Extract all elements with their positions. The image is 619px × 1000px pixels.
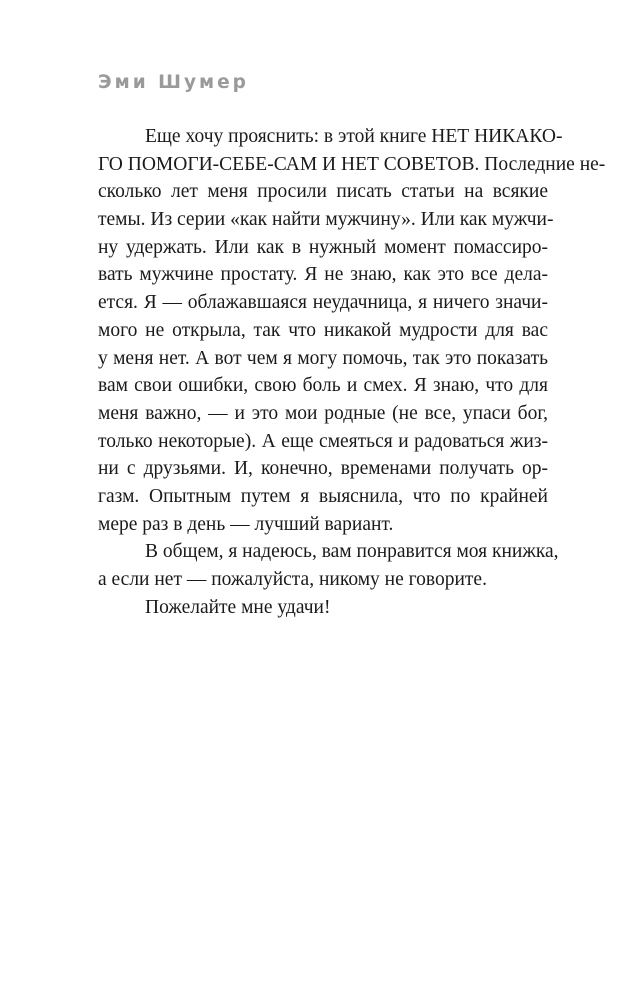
text-line: ну удержать. Или как в нужный момент помассиро- bbox=[98, 236, 548, 258]
text-line: ни с друзьями. И, конечно, временами получать ор- bbox=[98, 458, 548, 480]
text-line: а если нет — пожалуйста, никому не говорите. bbox=[98, 569, 487, 590]
text-line: газм. Опытным путем я выяснила, что по крайней bbox=[98, 485, 548, 507]
text-line: у меня нет. А вот чем я могу помочь, так это показать bbox=[98, 347, 548, 369]
text-line: ГО ПОМОГИ-СЕБЕ-САМ И НЕТ СОВЕТОВ. Последние не- bbox=[98, 153, 606, 175]
text-line: только некоторые). А еще смеяться и радоваться жиз- bbox=[98, 430, 548, 452]
text-line: Пожелайте мне удачи! bbox=[145, 596, 331, 618]
text-line: вам свои ошибки, свою боль и смех. Я знаю, что для bbox=[98, 375, 548, 397]
text-line: мого не открыла, так что никакой мудрости для вас bbox=[98, 319, 548, 341]
text-line: ется. Я — облажавшаяся неудачница, я ничего значи- bbox=[98, 292, 548, 314]
text-line: вать мужчине простату. Я не знаю, как это все дела- bbox=[98, 264, 548, 286]
text-line: мере раз в день — лучший вариант. bbox=[98, 513, 394, 535]
running-head-author: Эми Шумер bbox=[98, 72, 249, 93]
body-text bbox=[98, 123, 606, 621]
text-line: В общем, я надеюсь, вам понравится моя книжка, bbox=[145, 541, 559, 563]
text-line: сколько лет меня просили писать статьи на всякие bbox=[98, 181, 548, 203]
text-line: меня важно, — и это мои родные (не все, упаси бог, bbox=[98, 402, 548, 424]
text-line: Еще хочу прояснить: в этой книге НЕТ НИКАКО- bbox=[145, 126, 563, 147]
text-line: темы. Из серии «как найти мужчину». Или как мужчи- bbox=[98, 209, 554, 231]
